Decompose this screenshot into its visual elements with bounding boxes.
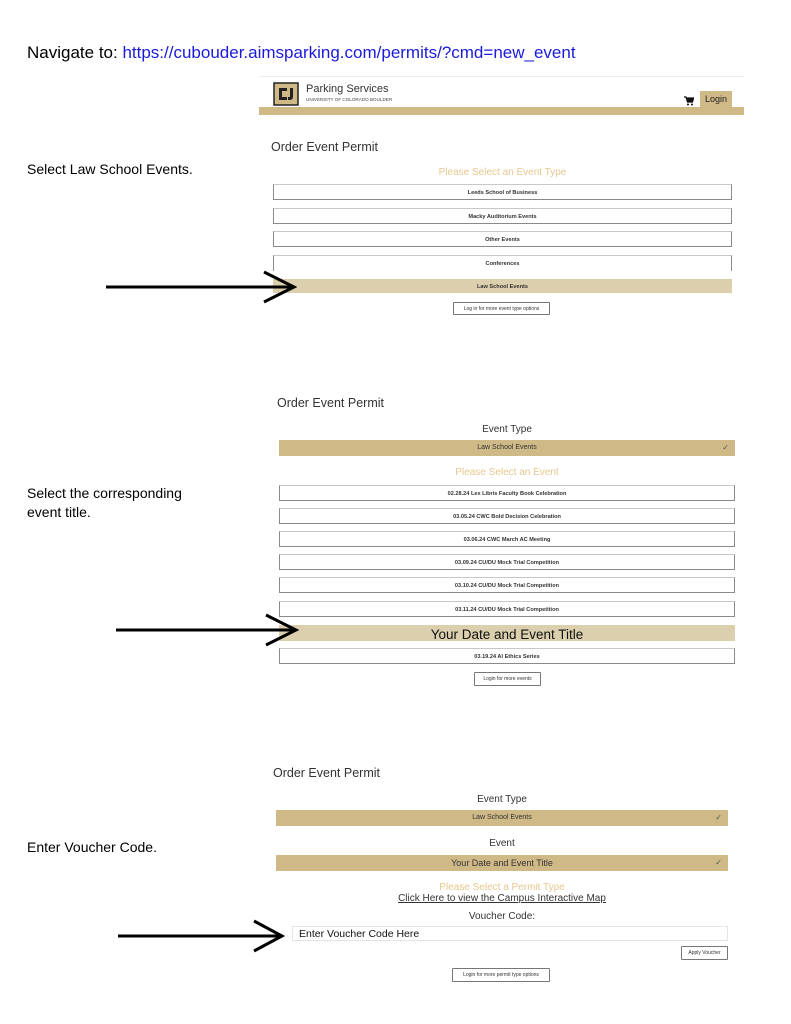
event-type-option-macky[interactable]: Macky Auditorium Events: [273, 208, 732, 224]
step2-title: Order Event Permit: [277, 396, 384, 410]
right-arrow-icon: [106, 270, 298, 306]
more-event-types-button[interactable]: Log in for more event type options: [453, 302, 550, 315]
step2-prompt: Please Select an Event: [455, 467, 559, 478]
event-type-option-conferences[interactable]: Conferences: [273, 255, 732, 271]
site-title: Parking Services: [306, 83, 389, 95]
step3-event-label: Event: [489, 838, 515, 849]
login-button[interactable]: Login: [700, 91, 732, 107]
step3-event-value: Your Date and Event Title: [451, 858, 553, 868]
cart-icon[interactable]: [684, 93, 694, 103]
navigate-prefix: Navigate to:: [27, 43, 123, 62]
event-option[interactable]: 03.05.24 CWC Bold Decision Celebration: [279, 508, 735, 524]
check-icon: ✓: [715, 813, 722, 822]
voucher-code-input[interactable]: [292, 926, 728, 941]
right-arrow-icon: [118, 919, 286, 953]
step1-title: Order Event Permit: [271, 140, 378, 154]
site-header: [259, 76, 744, 117]
apply-voucher-button[interactable]: Apply Voucher: [681, 946, 728, 960]
step2-instruction: [27, 484, 182, 522]
step3-instruction: Enter Voucher Code.: [27, 839, 157, 855]
event-option[interactable]: 03.11.24 CU/DU Mock Trial Competition: [279, 601, 735, 617]
step3-event-type-value: Law School Events: [472, 814, 532, 821]
event-type-option-law-school[interactable]: Law School Events: [273, 279, 732, 293]
step1-instruction: Select Law School Events.: [27, 161, 193, 177]
header-gold-bar: [259, 107, 744, 115]
event-option[interactable]: 03.19.24 AI Ethics Series: [279, 648, 735, 664]
step3-title: Order Event Permit: [273, 766, 380, 780]
step2-event-type-label: Event Type: [482, 424, 532, 435]
step1-prompt: Please Select an Event Type: [438, 167, 567, 178]
voucher-code-value: Enter Voucher Code Here: [299, 928, 420, 940]
step3-event-type-select[interactable]: [276, 810, 728, 826]
navigate-instruction: [27, 43, 576, 63]
navigate-url-link[interactable]: https://cubouder.aimsparking.com/permits/?cmd=new_event: [122, 43, 576, 62]
event-option[interactable]: 03.06.24 CWC March AC Meeting: [279, 531, 735, 547]
check-icon: ✓: [715, 858, 722, 867]
cu-logo-icon: [273, 82, 299, 106]
right-arrow-icon: [116, 612, 300, 648]
step2-instruction-line2: event title.: [27, 504, 91, 520]
voucher-code-label: Voucher Code:: [468, 911, 536, 922]
more-events-button[interactable]: Login for more events: [474, 672, 541, 686]
site-subtitle: UNIVERSITY OF COLORADO BOULDER: [306, 97, 393, 102]
event-option[interactable]: 03.10.24 CU/DU Mock Trial Competition: [279, 577, 735, 593]
event-type-option-other[interactable]: Other Events: [273, 231, 732, 247]
event-option-selected[interactable]: Your Date and Event Title: [279, 625, 735, 641]
check-icon: ✓: [722, 443, 729, 452]
step3-prompt: Please Select a Permit Type: [439, 882, 565, 893]
step3-event-type-label: Event Type: [477, 794, 527, 805]
event-option[interactable]: 03.09.24 CU/DU Mock Trial Competition: [279, 554, 735, 570]
step2-event-type-value: Law School Events: [477, 444, 537, 451]
campus-map-link[interactable]: Click Here to view the Campus Interactive Map: [398, 893, 606, 904]
step3-event-select[interactable]: [276, 855, 728, 871]
step2-instruction-line1: Select the corresponding: [27, 485, 182, 501]
event-option[interactable]: 02.28.24 Lex Libris Faculty Book Celebration: [279, 485, 735, 501]
more-permit-types-button[interactable]: Login for more permit type options: [452, 968, 550, 982]
event-type-option-leeds[interactable]: Leeds School of Business: [273, 184, 732, 200]
step2-event-type-select[interactable]: [279, 440, 735, 456]
